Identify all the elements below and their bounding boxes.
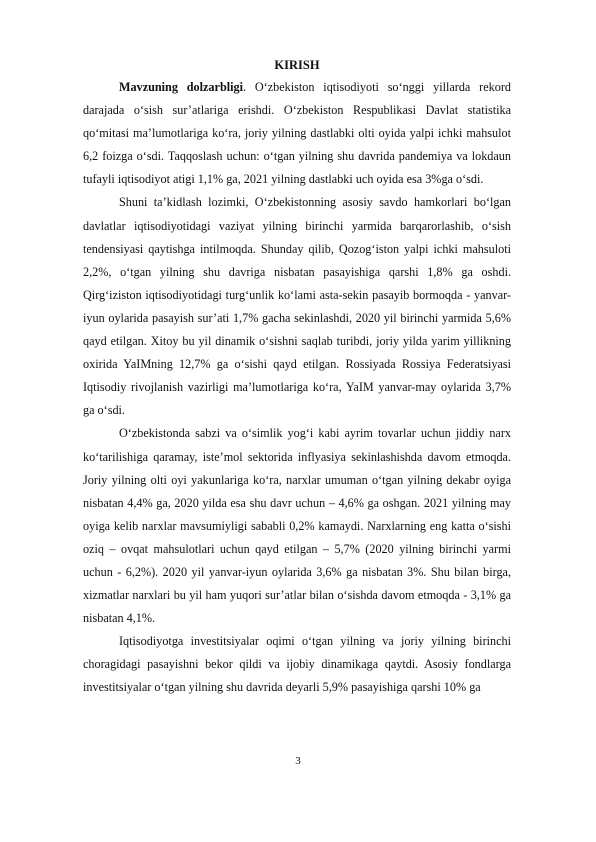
paragraph-2: Shuni ta’kidlash lozimki, O‘zbekistonning asosiy savdo hamkorlari bo‘lgan davlatlar iqtisodiyotidagi vaziyat yilning birinchi yarmida barqarorlashib, o‘sish tendensiyasi qaytishga intilmoqda. Shunday qilib, Qozog‘iston yalpi ichki mahsuloti 2,2%, o‘tgan yilning shu davriga nisbatan pasayishiga qarshi 1,8% ga oshdi. Qirg‘iziston iqtisodiyotidagi turg‘unlik ko‘lami asta-sekin pasayib bormoqda - yanvar-iyun oylarida pasayish sur’ati 1,7% gacha sekinlashdi, 2020 yil birinchi yarmida 5,6% qayd etilgan. Xitoy bu yil dinamik o‘sishni saqlab turibdi, joriy yilda yarim yillikning oxirida YaIMning 12,7% ga o‘sishi qayd etilgan. Rossiyada Rossiya Federatsiyasi Iqtisodiy rivojlanish vazirligi ma’lumotlariga ko‘ra, YaIM yanvar-may oylarida 3,7% ga o‘sdi. [83, 195, 511, 418]
watermark-left [0, 440, 20, 484]
paragraph-3: O‘zbekistonda sabzi va o‘simlik yog‘i kabi ayrim tovarlar uchun jiddiy narx ko‘tarilishiga qaramay, iste’mol sektorida inflyasiya sekinlashishda davom etmoqda. Joriy yilning olti oyi yakunlariga ko‘ra, narxlar umuman o‘tgan yilning dekabr oyiga nisbatan 4,4% ga, 2020 yilda esa shu davr uchun – 4,6% ga oshgan. 2021 yilning may oyiga kelib narxlar mavsumiyligi sababli 0,2% kamaydi. Narxlarning eng katta o‘sishi oziq – ovqat mahsulotlari uchun qayd etilgan – 5,7% (2020 yilning birinchi yarmi uchun - 6,2%). 2020 yil yanvar-iyun oylarida 3,6% ga nisbatan 3%. Shu bilan birga, xizmatlar narxlari bu yil ham yuqori sur’atlar bilan o‘sishda davom etmoqda - 3,1% ga nisbatan 4,1%. [83, 426, 511, 626]
document-body [83, 57, 511, 700]
section-heading: KIRISH [274, 58, 320, 72]
paragraph-text: . O‘zbekiston iqtisodiyoti so‘nggi yillarda rekord darajada o‘sish sur’atlariga erishdi. O‘zbekiston Respublikasi Davlat statistika qo‘mitasi ma’lumotlariga ko‘ra, joriy yilning dastlabki olti oyida yalpi ichki mahsulot 6,2 foizga o‘sdi. Taqqoslash uchun: o‘tgan yilning shu davrida pandemiya va lokdaun tufayli iqtisodiyot atigi 1,1% ga, 2021 yilning dastlabki uch oyida esa 3%ga o‘sdi. [83, 80, 511, 187]
paragraph-lead: Mavzuning dolzarbligi [119, 80, 243, 94]
paragraph-4: Iqtisodiyotga investitsiyalar oqimi o‘tgan yilning va joriy yilning birinchi choragidagi pasayishni bekor qildi va ijobiy dinamikaga qaytdi. Asosiy fondlarga investitsiyalar o‘tgan yilning shu davrida deyarli 5,9% pasayishiga qarshi 10% ga [83, 634, 511, 695]
paragraph-1 [83, 76, 511, 191]
page-number: 3 [295, 755, 301, 767]
